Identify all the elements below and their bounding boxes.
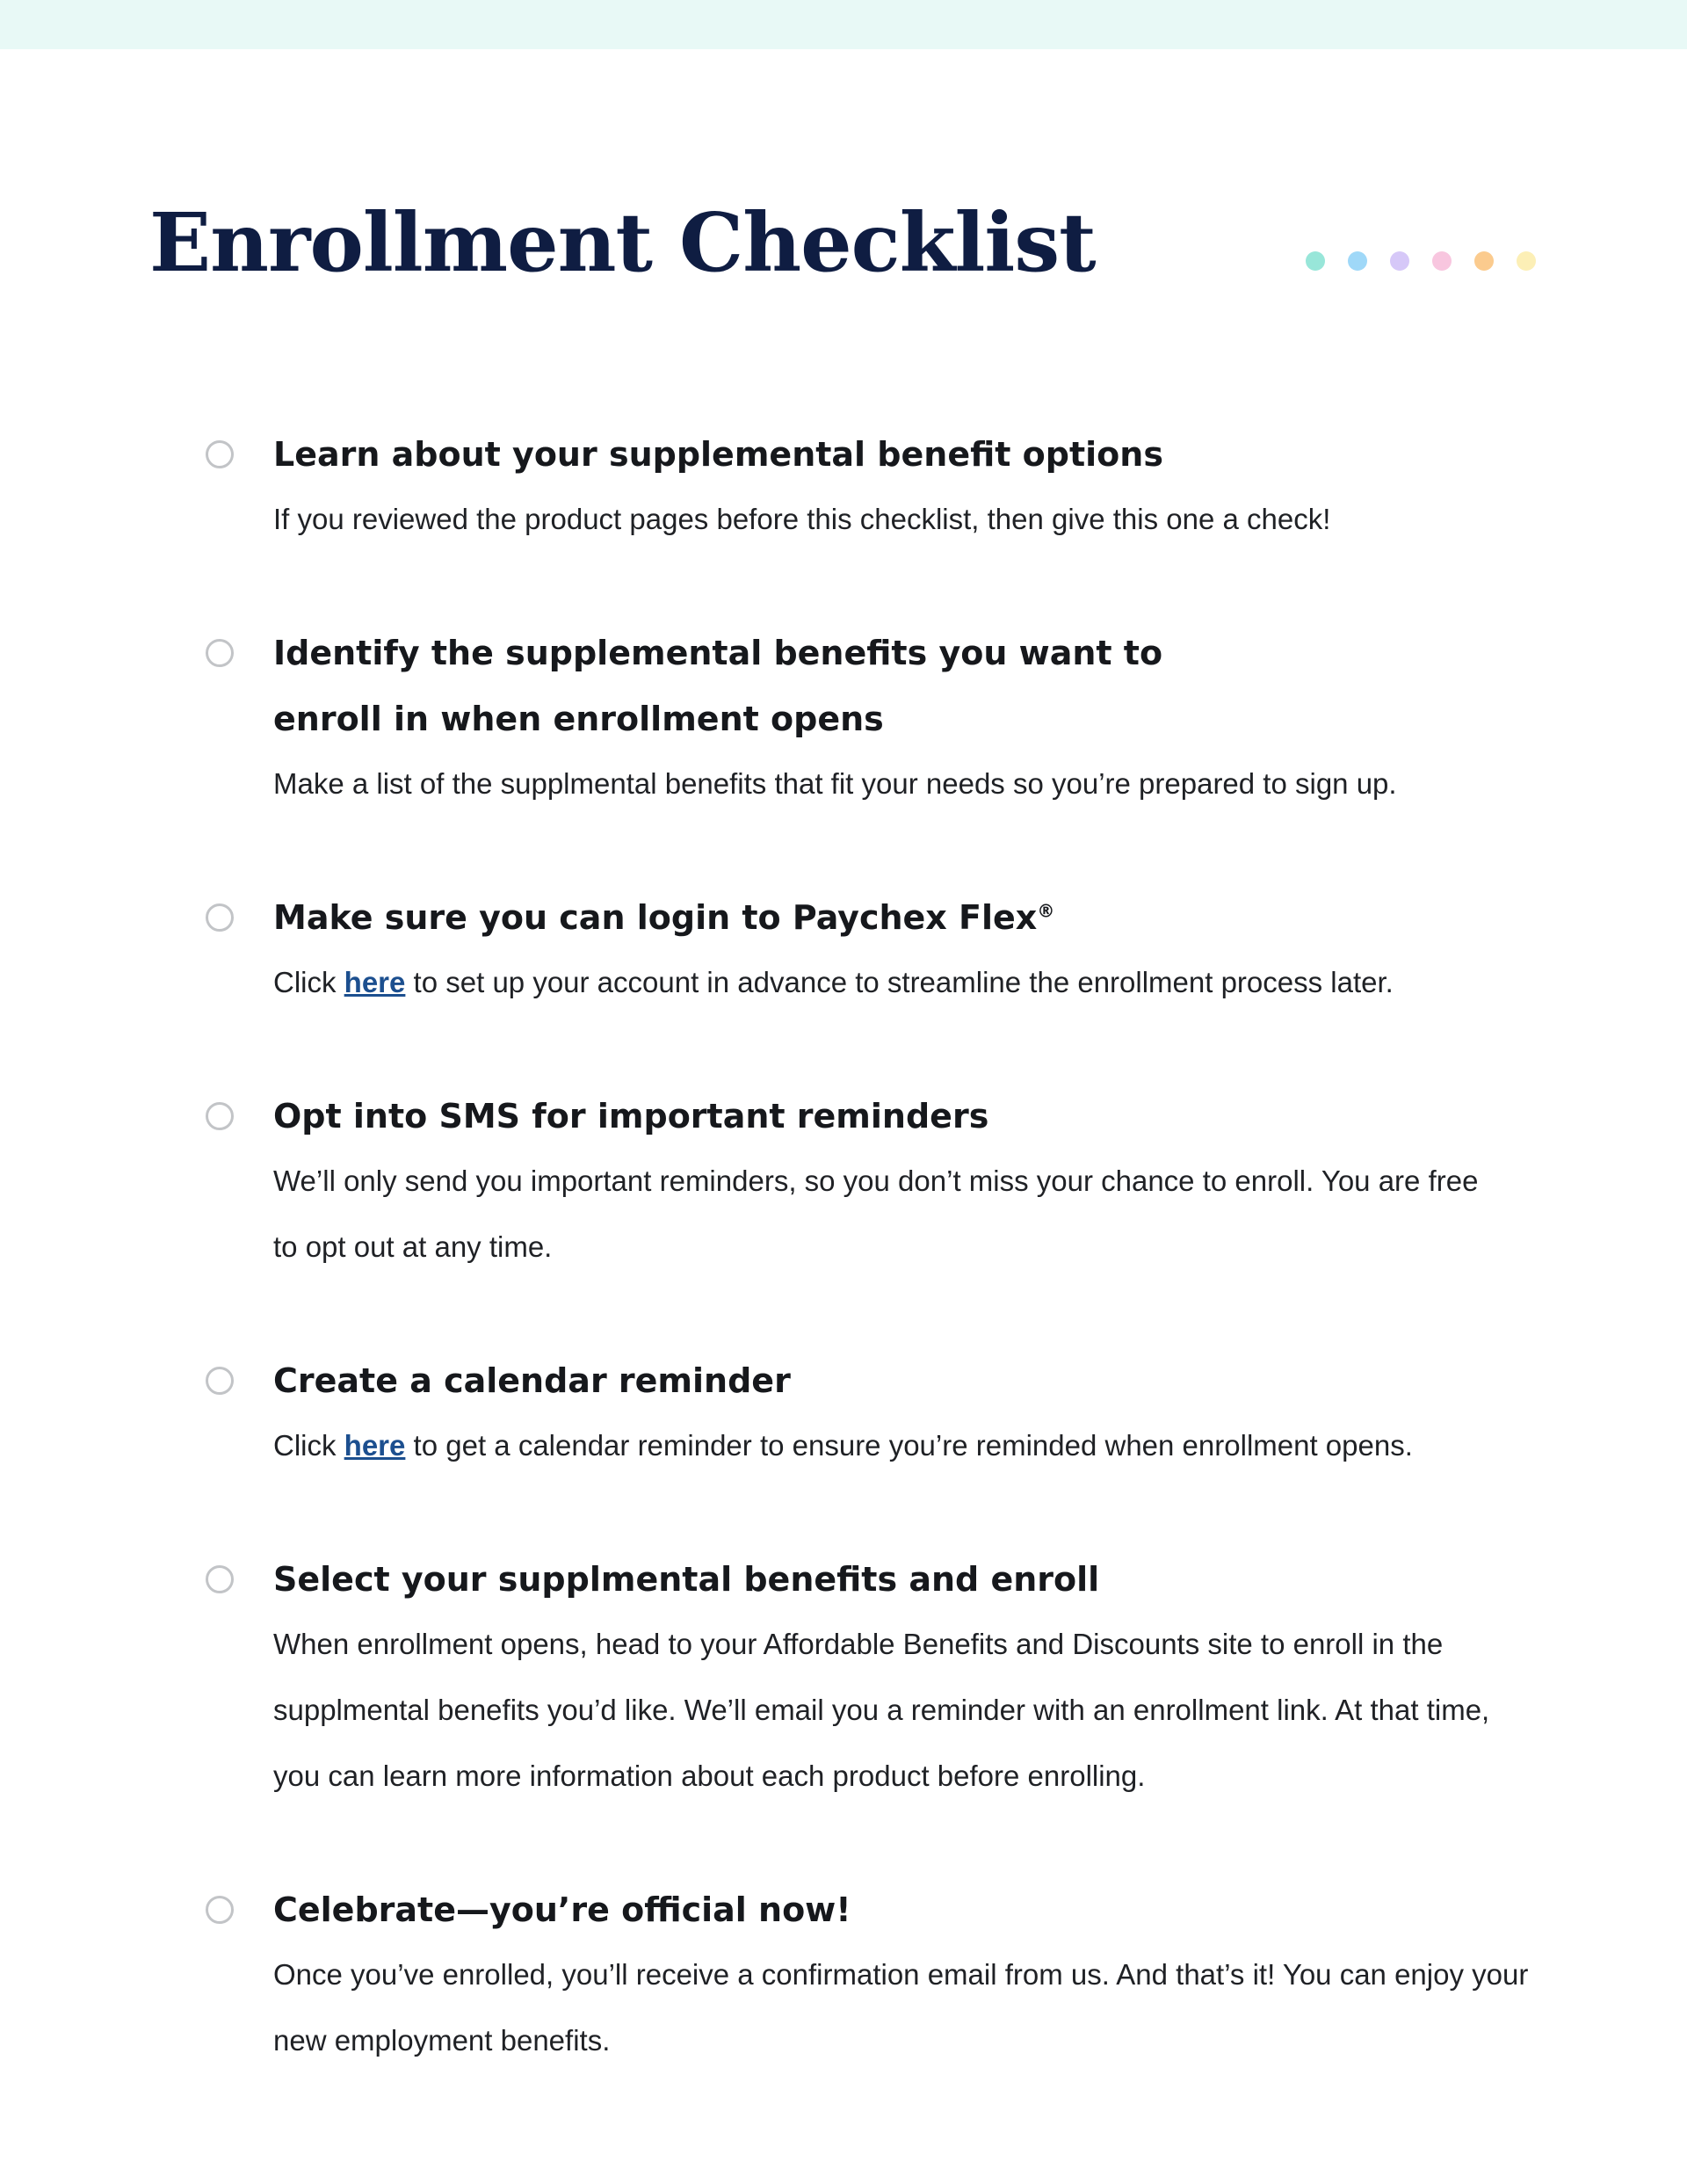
page-title: Enrollment Checklist [149, 195, 1096, 290]
item-title: Celebrate—you’re official now! [273, 1890, 851, 1929]
item-description-post: to set up your account in advance to streamline the enrollment process later. [405, 966, 1394, 998]
item-description-post: to get a calendar reminder to ensure you’re reminded when enrollment opens. [405, 1429, 1413, 1462]
item-description [273, 949, 1521, 1015]
item-title: Learn about your supplemental benefit options [273, 435, 1163, 474]
checkbox-circle-icon[interactable] [206, 1565, 234, 1593]
item-description: We’ll only send you important reminders, so you don’t miss your chance to enroll. You are free to opt out at any time. [273, 1165, 1479, 1263]
item-description: Make a list of the supplmental benefits that fit your needs so you’re prepared to sign up. [273, 767, 1397, 800]
item-title-text: Make sure you can login to Paychex Flex [273, 898, 1038, 937]
item-title [273, 885, 1328, 951]
login-here-link[interactable]: here [344, 966, 406, 998]
checkbox-circle-icon[interactable] [206, 440, 234, 468]
calendar-here-link[interactable]: here [344, 1429, 406, 1462]
checkbox-circle-icon[interactable] [206, 1102, 234, 1130]
registered-mark: ® [1037, 900, 1055, 922]
item-description-pre: Click [273, 966, 344, 998]
item-title: Identify the supplemental benefits you want to enroll in when enrollment opens [273, 634, 1163, 738]
item-description: If you reviewed the product pages before this checklist, then give this one a check! [273, 503, 1331, 535]
item-title: Opt into SMS for important reminders [273, 1097, 989, 1136]
item-description: Once you’ve enrolled, you’ll receive a confirmation email from us. And that’s it! You can enjoy your new employment benefits. [273, 1958, 1529, 2057]
checkbox-circle-icon[interactable] [206, 639, 234, 667]
item-title: Create a calendar reminder [273, 1361, 791, 1400]
item-description [273, 1412, 1521, 1478]
item-description: When enrollment opens, head to your Affordable Benefits and Discounts site to enroll in the supplmental benefits you’d like. We’ll email you a reminder with an enrollment link. At that time, you can learn more information about each product before enrolling. [273, 1628, 1490, 1792]
checkbox-circle-icon[interactable] [206, 1367, 234, 1395]
item-title: Select your supplmental benefits and enroll [273, 1560, 1100, 1599]
checkbox-circle-icon[interactable] [206, 903, 234, 932]
item-description-pre: Click [273, 1429, 344, 1462]
checkbox-circle-icon[interactable] [206, 1896, 234, 1924]
